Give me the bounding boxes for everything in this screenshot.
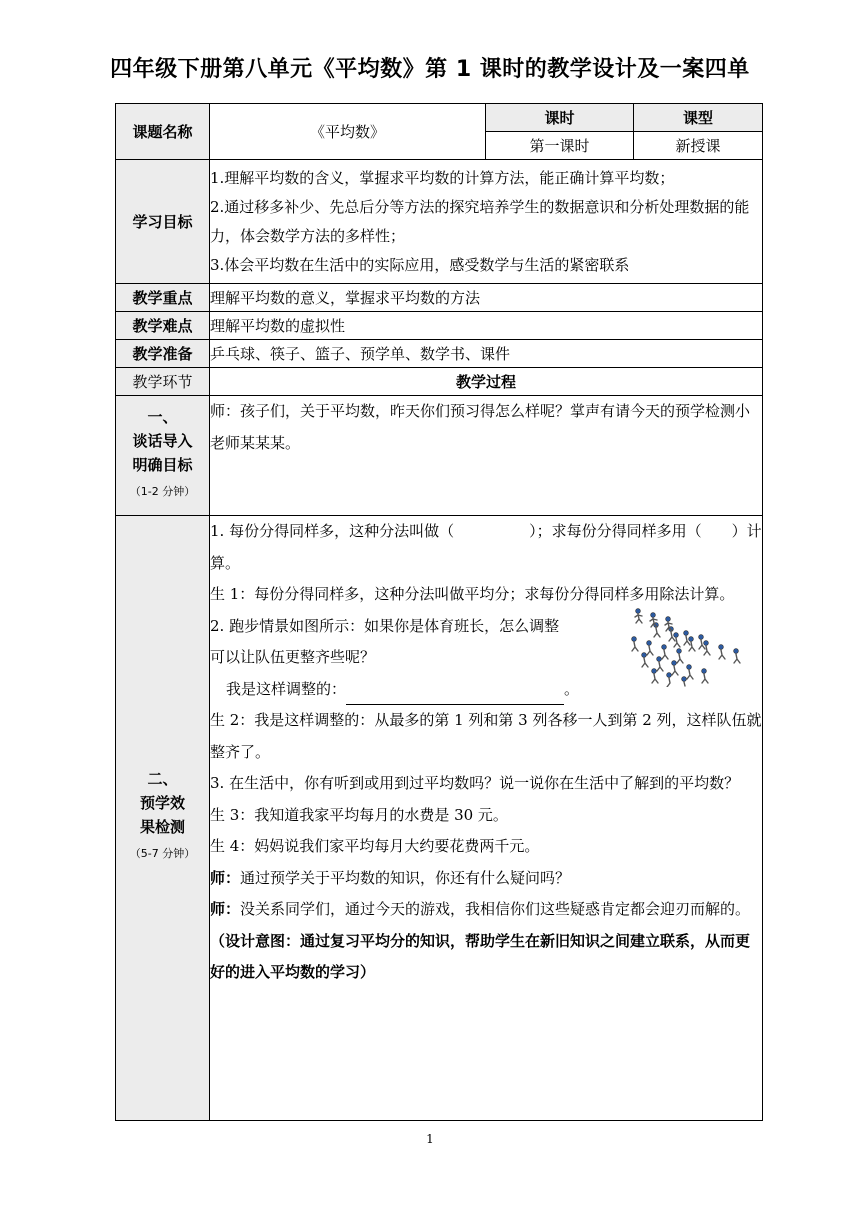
student-2-answer: 生 2：我是这样调整的：从最多的第 1 列和第 3 列各移一人到第 2 列，这样队伍就整齐了。: [210, 711, 762, 761]
page-number: 1: [426, 1132, 434, 1146]
stage-1-content: [210, 396, 763, 516]
goal-item: 3.体会平均数在生活中的实际应用，感受数学与生活的紧密联系: [210, 255, 630, 274]
course-name-value: 《平均数》: [210, 104, 486, 160]
stage-2-time: （5-7 分钟）: [129, 847, 196, 860]
stage-header: 教学环节: [116, 368, 210, 396]
type-value: 新授课: [634, 132, 763, 160]
question-2-block: [210, 611, 762, 674]
teacher-prefix: 师：: [210, 868, 241, 887]
goals-list: [210, 160, 763, 284]
stage-1-line: 谈话导入: [132, 431, 193, 450]
stage-2-line: 预学效: [139, 794, 185, 812]
stage-1-text: 师：孩子们，关于平均数，昨天你们预习得怎么样呢？掌声有请今天的预学检测小老师某某某。: [210, 402, 751, 452]
difficulty-value: 理解平均数的虚拟性: [210, 312, 763, 340]
teacher-text: 通过预学关于平均数的知识，你还有什么疑问吗？: [240, 868, 571, 887]
answer-prefix: 我是这样调整的：: [226, 679, 347, 698]
preparation-value: 乒乓球、筷子、篮子、预学单、数学书、课件: [210, 340, 763, 368]
runners-illustration: [626, 605, 754, 687]
period-value: 第一课时: [486, 132, 634, 160]
question-2-line-1: 2. 跑步情景如图所示：如果你是体育班长，怎么调整: [210, 616, 560, 635]
student-3-answer: 生 3：我知道我家平均每月的水费是 30 元。: [210, 805, 508, 824]
course-name-label: 课题名称: [116, 104, 210, 160]
stage-2-content: [210, 516, 763, 1121]
process-header: 教学过程: [210, 368, 763, 396]
stage-2-line: 果检测: [139, 818, 185, 836]
stage-2-label: [116, 516, 210, 1121]
question-2-line-2: 可以让队伍更整齐些呢？: [210, 648, 376, 666]
answer-suffix: 。: [564, 679, 580, 698]
goals-label: 学习目标: [116, 160, 210, 284]
stage-1-line: 一、: [147, 407, 178, 426]
type-label: 课型: [634, 104, 763, 132]
question-3: 3. 在生活中，你有听到或用到过平均数吗？说一说你在生活中了解到的平均数？: [210, 774, 740, 792]
stage-2-line: 二、: [147, 770, 178, 788]
teacher-text: 没关系同学们，通过今天的游戏，我相信你们这些疑惑肯定都会迎刃而解的。: [240, 900, 751, 918]
goal-item: 1.理解平均数的含义，掌握求平均数的计算方法，能正确计算平均数；: [210, 168, 675, 187]
teacher-prefix: 师：: [210, 900, 241, 918]
preparation-label: 教学准备: [116, 340, 210, 368]
page-title: 四年级下册第八单元《平均数》第 1 课时的教学设计及一案四单: [110, 57, 750, 82]
design-intent: （设计意图：通过复习平均分的知识，帮助学生在新旧知识之间建立联系，从而更好的进入平均数的学习）: [210, 931, 751, 981]
difficulty-label: 教学难点: [116, 312, 210, 340]
stage-1-time: （1-2 分钟）: [129, 484, 196, 498]
teacher-line-2: [210, 894, 762, 926]
lesson-plan-table: [115, 103, 763, 1121]
teacher-line-1: [210, 863, 762, 895]
key-point-label: 教学重点: [116, 284, 210, 312]
stage-1-label: [116, 396, 210, 516]
stage-1-line: 明确目标: [132, 455, 193, 474]
goal-item: 2.通过移多补少、先总后分等方法的探究培养学生的数据意识和分析处理数据的能力，体会数学方法的多样性；: [210, 197, 750, 245]
student-4-answer: 生 4：妈妈说我们家平均每月大约要花费两千元。: [210, 837, 540, 855]
question-1: 1. 每份分得同样多，这种分法叫做（ ）；求每份分得同样多用（ ）计算。: [210, 522, 762, 572]
answer-blank: [346, 684, 564, 705]
period-label: 课时: [486, 104, 634, 132]
student-1-answer: 生 1：每份分得同样多，这种分法叫做平均分；求每份分得同样多用除法计算。: [210, 585, 735, 603]
key-point-value: 理解平均数的意义，掌握求平均数的方法: [210, 284, 763, 312]
